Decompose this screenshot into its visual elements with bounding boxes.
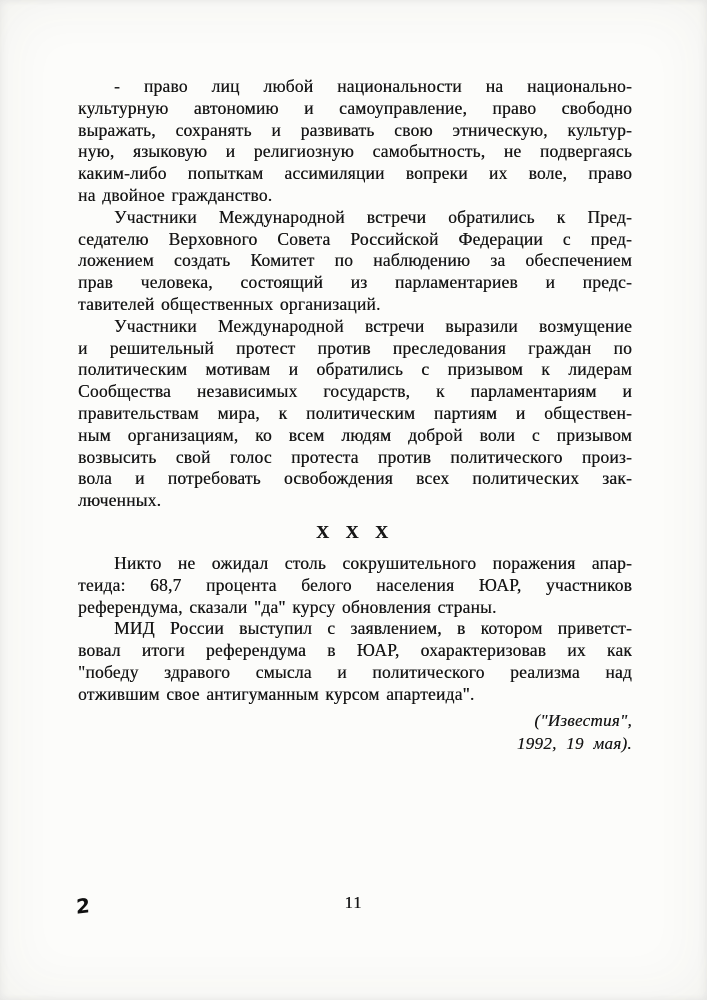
paragraph bbox=[78, 207, 632, 316]
text-line: - право лиц любой национальности на национально- bbox=[114, 76, 632, 96]
text-line: тавителей общественных организаций. bbox=[78, 293, 381, 314]
text-line: и решительный протест против преследования граждан по bbox=[78, 337, 632, 358]
citation-line: 1992, 19 мая). bbox=[516, 734, 632, 754]
text-line: правительствам мира, к политическим партиям и обществен- bbox=[78, 402, 632, 423]
text-line: культурную автономию и самоуправление, право свободно bbox=[78, 97, 632, 118]
text-line: ную, языковую и религиозную самобытность, не подвергаясь bbox=[78, 141, 632, 162]
text-line: на двойное гражданство. bbox=[78, 184, 273, 205]
source-citation bbox=[78, 709, 632, 756]
text-line: каким-либо попыткам ассимиляции вопреки их воле, право bbox=[78, 163, 632, 184]
text-line: Сообщества независимых государств, к парламентариям и bbox=[78, 381, 632, 402]
text-line: отжившим свое антигуманным курсом апартеида". bbox=[78, 683, 475, 704]
paragraph bbox=[78, 76, 632, 207]
text-line: политическим мотивам и обратились с призывом к лидерам bbox=[78, 359, 632, 380]
text-line: теида: 68,7 процента белого населения ЮАР, участников bbox=[78, 574, 632, 595]
section-separator: X X X bbox=[316, 521, 394, 542]
text-line: Никто не ожидал столь сокрушительного поражения апар- bbox=[114, 552, 632, 573]
text-line: референдума, сказали "да" курсу обновления страны. bbox=[78, 596, 497, 617]
paragraph bbox=[78, 553, 632, 618]
text-line: возвысить свой голос протеста против политического произ- bbox=[78, 446, 632, 467]
text-body bbox=[78, 76, 632, 756]
text-line: выражать, сохранять и развивать свою этническую, культур- bbox=[78, 119, 632, 140]
text-line: МИД России выступил с заявлением, в котором приветст- bbox=[114, 618, 632, 639]
paragraph bbox=[78, 316, 632, 512]
text-line: Участники Международной встречи обратились к Пред- bbox=[114, 206, 632, 227]
text-line: седателю Верховного Совета Российской Федерации с пред- bbox=[78, 228, 632, 249]
handwritten-mark: 2 bbox=[75, 893, 91, 919]
body-bottom-paragraphs bbox=[78, 553, 632, 706]
paragraph bbox=[78, 618, 632, 705]
text-line: вовал итоги референдума в ЮАР, охарактеризовав их как bbox=[78, 640, 632, 661]
text-line: вола и потребовать освобождения всех политических зак- bbox=[78, 468, 632, 489]
text-line: прав человека, состоящий из парламентариев и предс- bbox=[78, 272, 632, 293]
text-line: люченных. bbox=[78, 490, 162, 511]
text-line: ложением создать Комитет по наблюдению за обеспечением bbox=[78, 250, 632, 271]
text-line: ным организациям, ко всем людям доброй воли с призывом bbox=[78, 424, 632, 445]
text-line: Участники Международной встречи выразили возмущение bbox=[114, 315, 632, 336]
page-number: 11 bbox=[344, 893, 363, 912]
body-top-paragraphs bbox=[78, 76, 632, 512]
text-line: "победу здравого смысла и политического реализма над bbox=[78, 661, 632, 682]
citation-line: ("Известия", bbox=[534, 710, 632, 730]
